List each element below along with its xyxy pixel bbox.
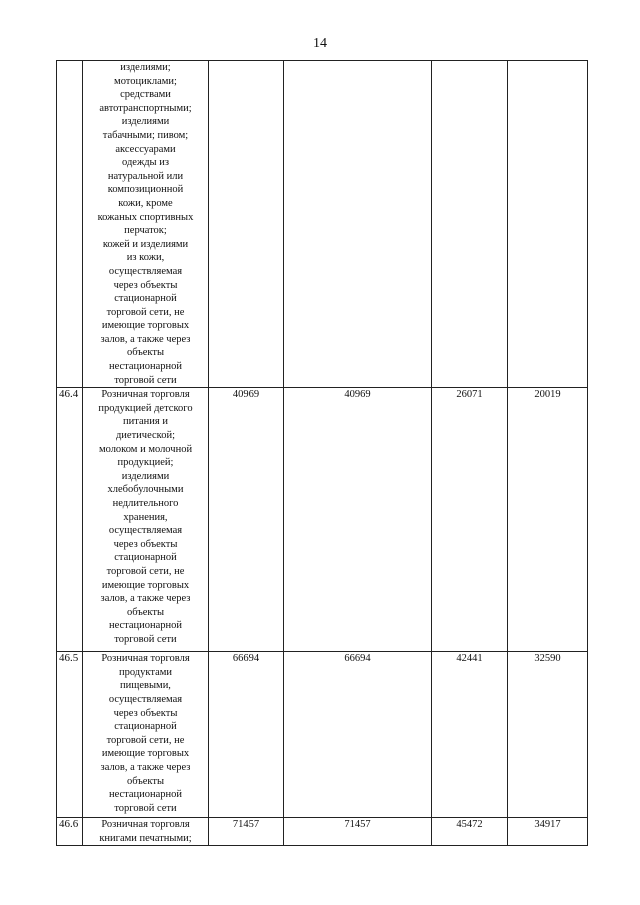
row-code [57, 61, 83, 388]
description-line: стационарной [114, 721, 177, 733]
description-line: табачными; пивом; [102, 129, 189, 141]
description-line: через объекты [113, 538, 178, 550]
row-description [83, 61, 209, 388]
description-line: имеющие торговых [101, 320, 190, 332]
description-line: залов, а также через [100, 762, 191, 773]
value-cell-3: 26071 [432, 388, 508, 652]
description-line: нестационарной [108, 789, 183, 801]
description-line: залов, а также через [100, 333, 191, 345]
description-line: торговой сети, не [106, 306, 185, 318]
description-line: аксессуарами [115, 143, 176, 155]
description-line: стационарной [114, 552, 177, 564]
description-line: изделиями [121, 470, 170, 482]
value-cell-3: 45472 [432, 818, 508, 846]
description-line: продукцией детского [98, 402, 193, 414]
table-row [57, 652, 588, 818]
description-line: из кожи, [126, 252, 165, 264]
description-line: продукцией; [117, 457, 174, 469]
description-line: торговой сети [114, 633, 177, 645]
description-line: хлебобулочными [107, 484, 184, 496]
description-line: изделиями; [120, 62, 171, 73]
value-cell-2: 40969 [284, 388, 432, 652]
description-line: торговой сети [114, 374, 177, 386]
value-cell-3 [432, 61, 508, 388]
table-body [57, 61, 588, 846]
description-line: имеющие торговых [101, 579, 190, 591]
value-cell-1: 66694 [209, 652, 284, 818]
description-line: через объекты [113, 707, 178, 719]
description-line: кожаных спортивных [97, 211, 194, 223]
value-cell-1: 40969 [209, 388, 284, 652]
row-description [83, 652, 209, 818]
description-line: перчаток; [124, 225, 167, 237]
description-line: одежды из [122, 157, 169, 169]
value-cell-4: 34917 [508, 818, 588, 846]
description-line: автотранспортными; [99, 102, 192, 114]
row-code: 46.5 [57, 652, 83, 818]
description-line: книгами печатными; [99, 832, 192, 844]
description-line: недлительного [112, 498, 179, 509]
description-line: осуществляемая [108, 694, 183, 706]
description-line: нестационарной [108, 620, 183, 632]
description-line: объекты [126, 347, 165, 359]
page-number: 14 [313, 36, 327, 51]
description-line: питания и [123, 416, 168, 428]
description-line: торговой сети, не [106, 565, 185, 577]
table-row [57, 61, 588, 388]
row-description [83, 818, 209, 846]
description-line: торговой сети, не [106, 734, 185, 746]
description-line: залов, а также через [100, 593, 191, 605]
value-cell-4: 32590 [508, 652, 588, 818]
description-line: хранения, [123, 511, 168, 523]
description-line: молоком и молочной [98, 443, 193, 455]
description-line: нестационарной [108, 361, 183, 373]
row-code: 46.6 [57, 818, 83, 846]
description-line: торговой сети [114, 802, 177, 814]
row-description [83, 388, 209, 652]
value-cell-3: 42441 [432, 652, 508, 818]
value-cell-1 [209, 61, 284, 388]
description-line: диетической; [115, 430, 176, 442]
description-line: композиционной [107, 184, 184, 196]
value-cell-4 [508, 61, 588, 388]
description-line: Розничная торговля [101, 653, 190, 665]
value-cell-2 [284, 61, 432, 388]
description-line: объекты [126, 775, 165, 787]
description-line: кожи, кроме [118, 197, 173, 209]
description-line: через объекты [113, 279, 178, 291]
description-line: имеющие торговых [101, 748, 190, 760]
description-line: натуральной или [107, 170, 184, 182]
value-cell-2: 66694 [284, 652, 432, 818]
description-line: Розничная торговля [101, 819, 190, 831]
description-line: изделиями [121, 116, 170, 128]
value-cell-1: 71457 [209, 818, 284, 846]
table-row [57, 818, 588, 846]
tariff-table [56, 60, 588, 846]
description-line: мотоциклами; [114, 75, 177, 87]
description-line: осуществляемая [108, 265, 183, 277]
row-code: 46.4 [57, 388, 83, 652]
table-row [57, 388, 588, 652]
description-line: стационарной [114, 293, 177, 305]
description-line: объекты [126, 606, 165, 618]
description-line: Розничная торговля [101, 389, 190, 401]
description-line: пищевыми, [120, 680, 171, 692]
value-cell-4: 20019 [508, 388, 588, 652]
description-line: осуществляемая [108, 525, 183, 537]
description-line: продуктами [118, 666, 172, 678]
description-line: кожей и изделиями [102, 238, 189, 250]
value-cell-2: 71457 [284, 818, 432, 846]
description-line: средствами [120, 89, 171, 101]
